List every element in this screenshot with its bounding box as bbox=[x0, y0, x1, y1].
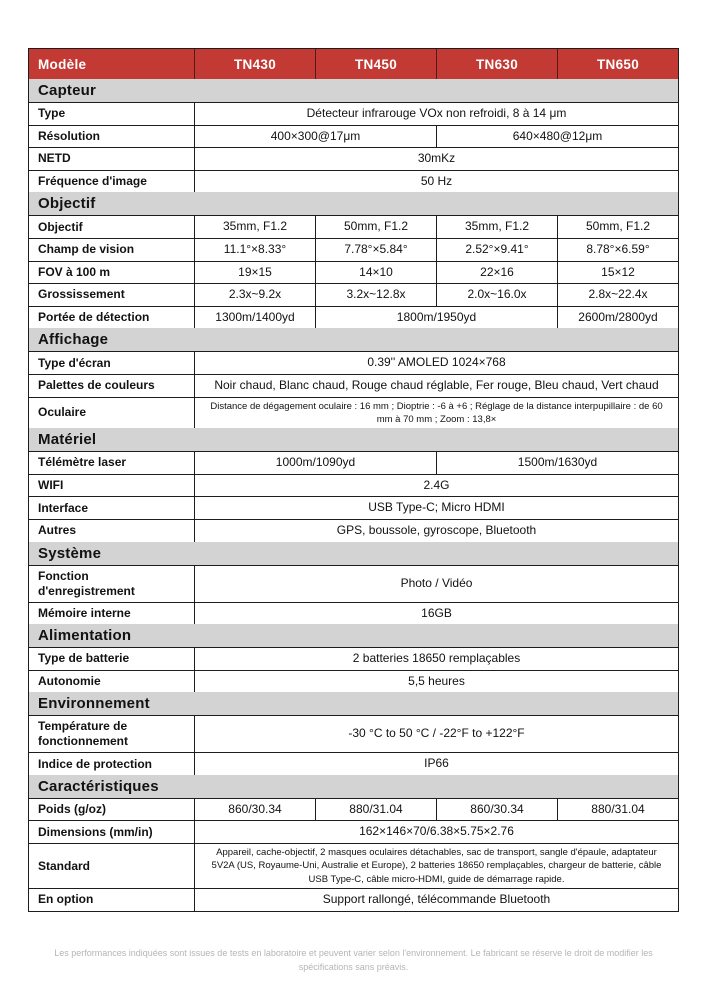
row-value: 50mm, F1.2 bbox=[315, 216, 436, 238]
row-value: Appareil, cache-objectif, 2 masques oculaires détachables, sac de transport, sangle d'épaule, adaptateur 5V2A (US, Royaume-Uni, Australie et Europe), 2 batteries 18650 remplaçables, chargeur de batterie, câble USB Type-C, câble micro-HDMI, guide de démarrage rapide. bbox=[194, 844, 678, 888]
table-row-telemetre-laser bbox=[29, 451, 678, 474]
row-label: FOV à 100 m bbox=[38, 264, 111, 279]
row-value: GPS, boussole, gyroscope, Bluetooth bbox=[194, 520, 678, 542]
table-row-wifi bbox=[29, 474, 678, 497]
row-value: 0.39'' AMOLED 1024×768 bbox=[194, 352, 678, 374]
row-value: 50 Hz bbox=[194, 171, 678, 193]
row-value: Distance de dégagement oculaire : 16 mm ; Dioptrie : -6 à +6 ; Réglage de la distance interpupillaire : de 60 mm à 70 mm ; Zoom : 13,8× bbox=[194, 398, 678, 429]
row-label: Grossissement bbox=[38, 287, 125, 302]
row-value: 1000m/1090yd bbox=[194, 452, 436, 474]
row-value: 7.78°×5.84° bbox=[315, 239, 436, 261]
table-row-netd bbox=[29, 147, 678, 170]
model-column-header-tn630: TN630 bbox=[436, 49, 557, 79]
row-value: 860/30.34 bbox=[436, 799, 557, 821]
table-row-en-option bbox=[29, 888, 678, 911]
row-value: 14×10 bbox=[315, 262, 436, 284]
row-label: Température de fonctionnement bbox=[38, 719, 128, 749]
row-value: 1500m/1630yd bbox=[436, 452, 678, 474]
table-row-dimensions-mm-in bbox=[29, 820, 678, 843]
table-row-resolution bbox=[29, 125, 678, 148]
row-value: 50mm, F1.2 bbox=[557, 216, 678, 238]
section-header-environnement: Environnement bbox=[29, 692, 678, 715]
row-value: Noir chaud, Blanc chaud, Rouge chaud réglable, Fer rouge, Bleu chaud, Vert chaud bbox=[194, 375, 678, 397]
row-label: Mémoire interne bbox=[38, 605, 131, 620]
footer-disclaimer: Les performances indiquées sont issues de tests en laboratoire et peuvent varier selon l'environnement. Le fabricant se réserve le droit de modifier les spécifications sans préavis. bbox=[54, 948, 653, 972]
table-row-palettes-de-couleurs bbox=[29, 374, 678, 397]
section-header-caracteristiques: Caractéristiques bbox=[29, 775, 678, 798]
row-label: Type d'écran bbox=[38, 355, 111, 370]
row-label: Autres bbox=[38, 523, 77, 538]
row-value: 2.52°×9.41° bbox=[436, 239, 557, 261]
models-header-row bbox=[29, 49, 678, 79]
table-row-indice-de-protection bbox=[29, 752, 678, 775]
row-value: USB Type-C; Micro HDMI bbox=[194, 497, 678, 519]
row-value: IP66 bbox=[194, 753, 678, 775]
row-label: Champ de vision bbox=[38, 242, 135, 257]
row-value: 5,5 heures bbox=[194, 671, 678, 693]
row-value: 1800m/1950yd bbox=[315, 307, 557, 329]
table-row-autonomie bbox=[29, 670, 678, 693]
row-value: 1300m/1400yd bbox=[194, 307, 315, 329]
row-value: 35mm, F1.2 bbox=[436, 216, 557, 238]
model-column-header-tn650: TN650 bbox=[557, 49, 678, 79]
row-value: Détecteur infrarouge VOx non refroidi, 8 à 14 μm bbox=[194, 103, 678, 125]
model-column-header-tn430: TN430 bbox=[194, 49, 315, 79]
row-value: 880/31.04 bbox=[557, 799, 678, 821]
model-column-header-tn450: TN450 bbox=[315, 49, 436, 79]
row-value: 2600m/2800yd bbox=[557, 307, 678, 329]
table-row-champ-de-vision bbox=[29, 238, 678, 261]
table-row-portee-de-detection bbox=[29, 306, 678, 329]
row-label: Télémètre laser bbox=[38, 455, 127, 470]
row-label: Portée de détection bbox=[38, 310, 150, 325]
table-row-frequence-d-image bbox=[29, 170, 678, 193]
row-value: 640×480@12μm bbox=[436, 126, 678, 148]
row-label: Indice de protection bbox=[38, 756, 153, 771]
row-value: 2.3x~9.2x bbox=[194, 284, 315, 306]
row-value: 22×16 bbox=[436, 262, 557, 284]
row-label: Oculaire bbox=[38, 405, 87, 420]
row-label: Poids (g/oz) bbox=[38, 802, 106, 817]
table-row-fov-a-100-m bbox=[29, 261, 678, 284]
table-row-grossissement bbox=[29, 283, 678, 306]
row-label: Standard bbox=[38, 858, 91, 873]
row-value: 162×146×70/6.38×5.75×2.76 bbox=[194, 821, 678, 843]
row-label: Type bbox=[38, 106, 66, 121]
section-header-objectif: Objectif bbox=[29, 192, 678, 215]
table-row-type-d-ecran bbox=[29, 351, 678, 374]
row-value: 880/31.04 bbox=[315, 799, 436, 821]
table-row-oculaire bbox=[29, 397, 678, 429]
table-row-objectif bbox=[29, 215, 678, 238]
row-label: NETD bbox=[38, 151, 71, 166]
row-value: 16GB bbox=[194, 603, 678, 625]
row-label: Fréquence d'image bbox=[38, 174, 147, 189]
row-label: Palettes de couleurs bbox=[38, 378, 155, 393]
row-value: 2 batteries 18650 remplaçables bbox=[194, 648, 678, 670]
section-header-affichage: Affichage bbox=[29, 328, 678, 351]
row-label: Interface bbox=[38, 500, 89, 515]
row-value: Photo / Vidéo bbox=[194, 566, 678, 602]
row-label: Fonction d'enregistrement bbox=[38, 568, 135, 598]
section-header-capteur: Capteur bbox=[29, 79, 678, 102]
row-value: 8.78°×6.59° bbox=[557, 239, 678, 261]
row-label: Objectif bbox=[38, 219, 83, 234]
table-row-memoire-interne bbox=[29, 602, 678, 625]
table-row-standard bbox=[29, 843, 678, 888]
table-row-type bbox=[29, 102, 678, 125]
row-value: 400×300@17μm bbox=[194, 126, 436, 148]
row-value: 35mm, F1.2 bbox=[194, 216, 315, 238]
section-header-systeme: Système bbox=[29, 542, 678, 565]
section-header-materiel: Matériel bbox=[29, 428, 678, 451]
row-value: 11.1°×8.33° bbox=[194, 239, 315, 261]
models-header-label: Modèle bbox=[38, 56, 87, 72]
row-value: 860/30.34 bbox=[194, 799, 315, 821]
section-header-alimentation: Alimentation bbox=[29, 624, 678, 647]
row-value: 2.0x~16.0x bbox=[436, 284, 557, 306]
row-value: -30 °C to 50 °C / -22°F to +122°F bbox=[194, 716, 678, 752]
row-label: Type de batterie bbox=[38, 651, 130, 666]
row-label: Résolution bbox=[38, 128, 100, 143]
row-label: En option bbox=[38, 892, 94, 907]
spec-table bbox=[28, 48, 679, 912]
row-label: Autonomie bbox=[38, 673, 101, 688]
row-value: 2.8x~22.4x bbox=[557, 284, 678, 306]
row-value: 30mKz bbox=[194, 148, 678, 170]
row-value: 15×12 bbox=[557, 262, 678, 284]
table-row-type-de-batterie bbox=[29, 647, 678, 670]
row-value: Support rallongé, télécommande Bluetooth bbox=[194, 889, 678, 911]
row-value: 2.4G bbox=[194, 475, 678, 497]
table-row-autres bbox=[29, 519, 678, 542]
table-row-temperature-de-fonctionnement bbox=[29, 715, 678, 752]
table-row-fonction-d-enregistrement bbox=[29, 565, 678, 602]
row-label: Dimensions (mm/in) bbox=[38, 824, 153, 839]
table-row-interface bbox=[29, 496, 678, 519]
table-row-poids-g-oz bbox=[29, 798, 678, 821]
row-label: WIFI bbox=[38, 478, 64, 493]
row-value: 19×15 bbox=[194, 262, 315, 284]
row-value: 3.2x~12.8x bbox=[315, 284, 436, 306]
